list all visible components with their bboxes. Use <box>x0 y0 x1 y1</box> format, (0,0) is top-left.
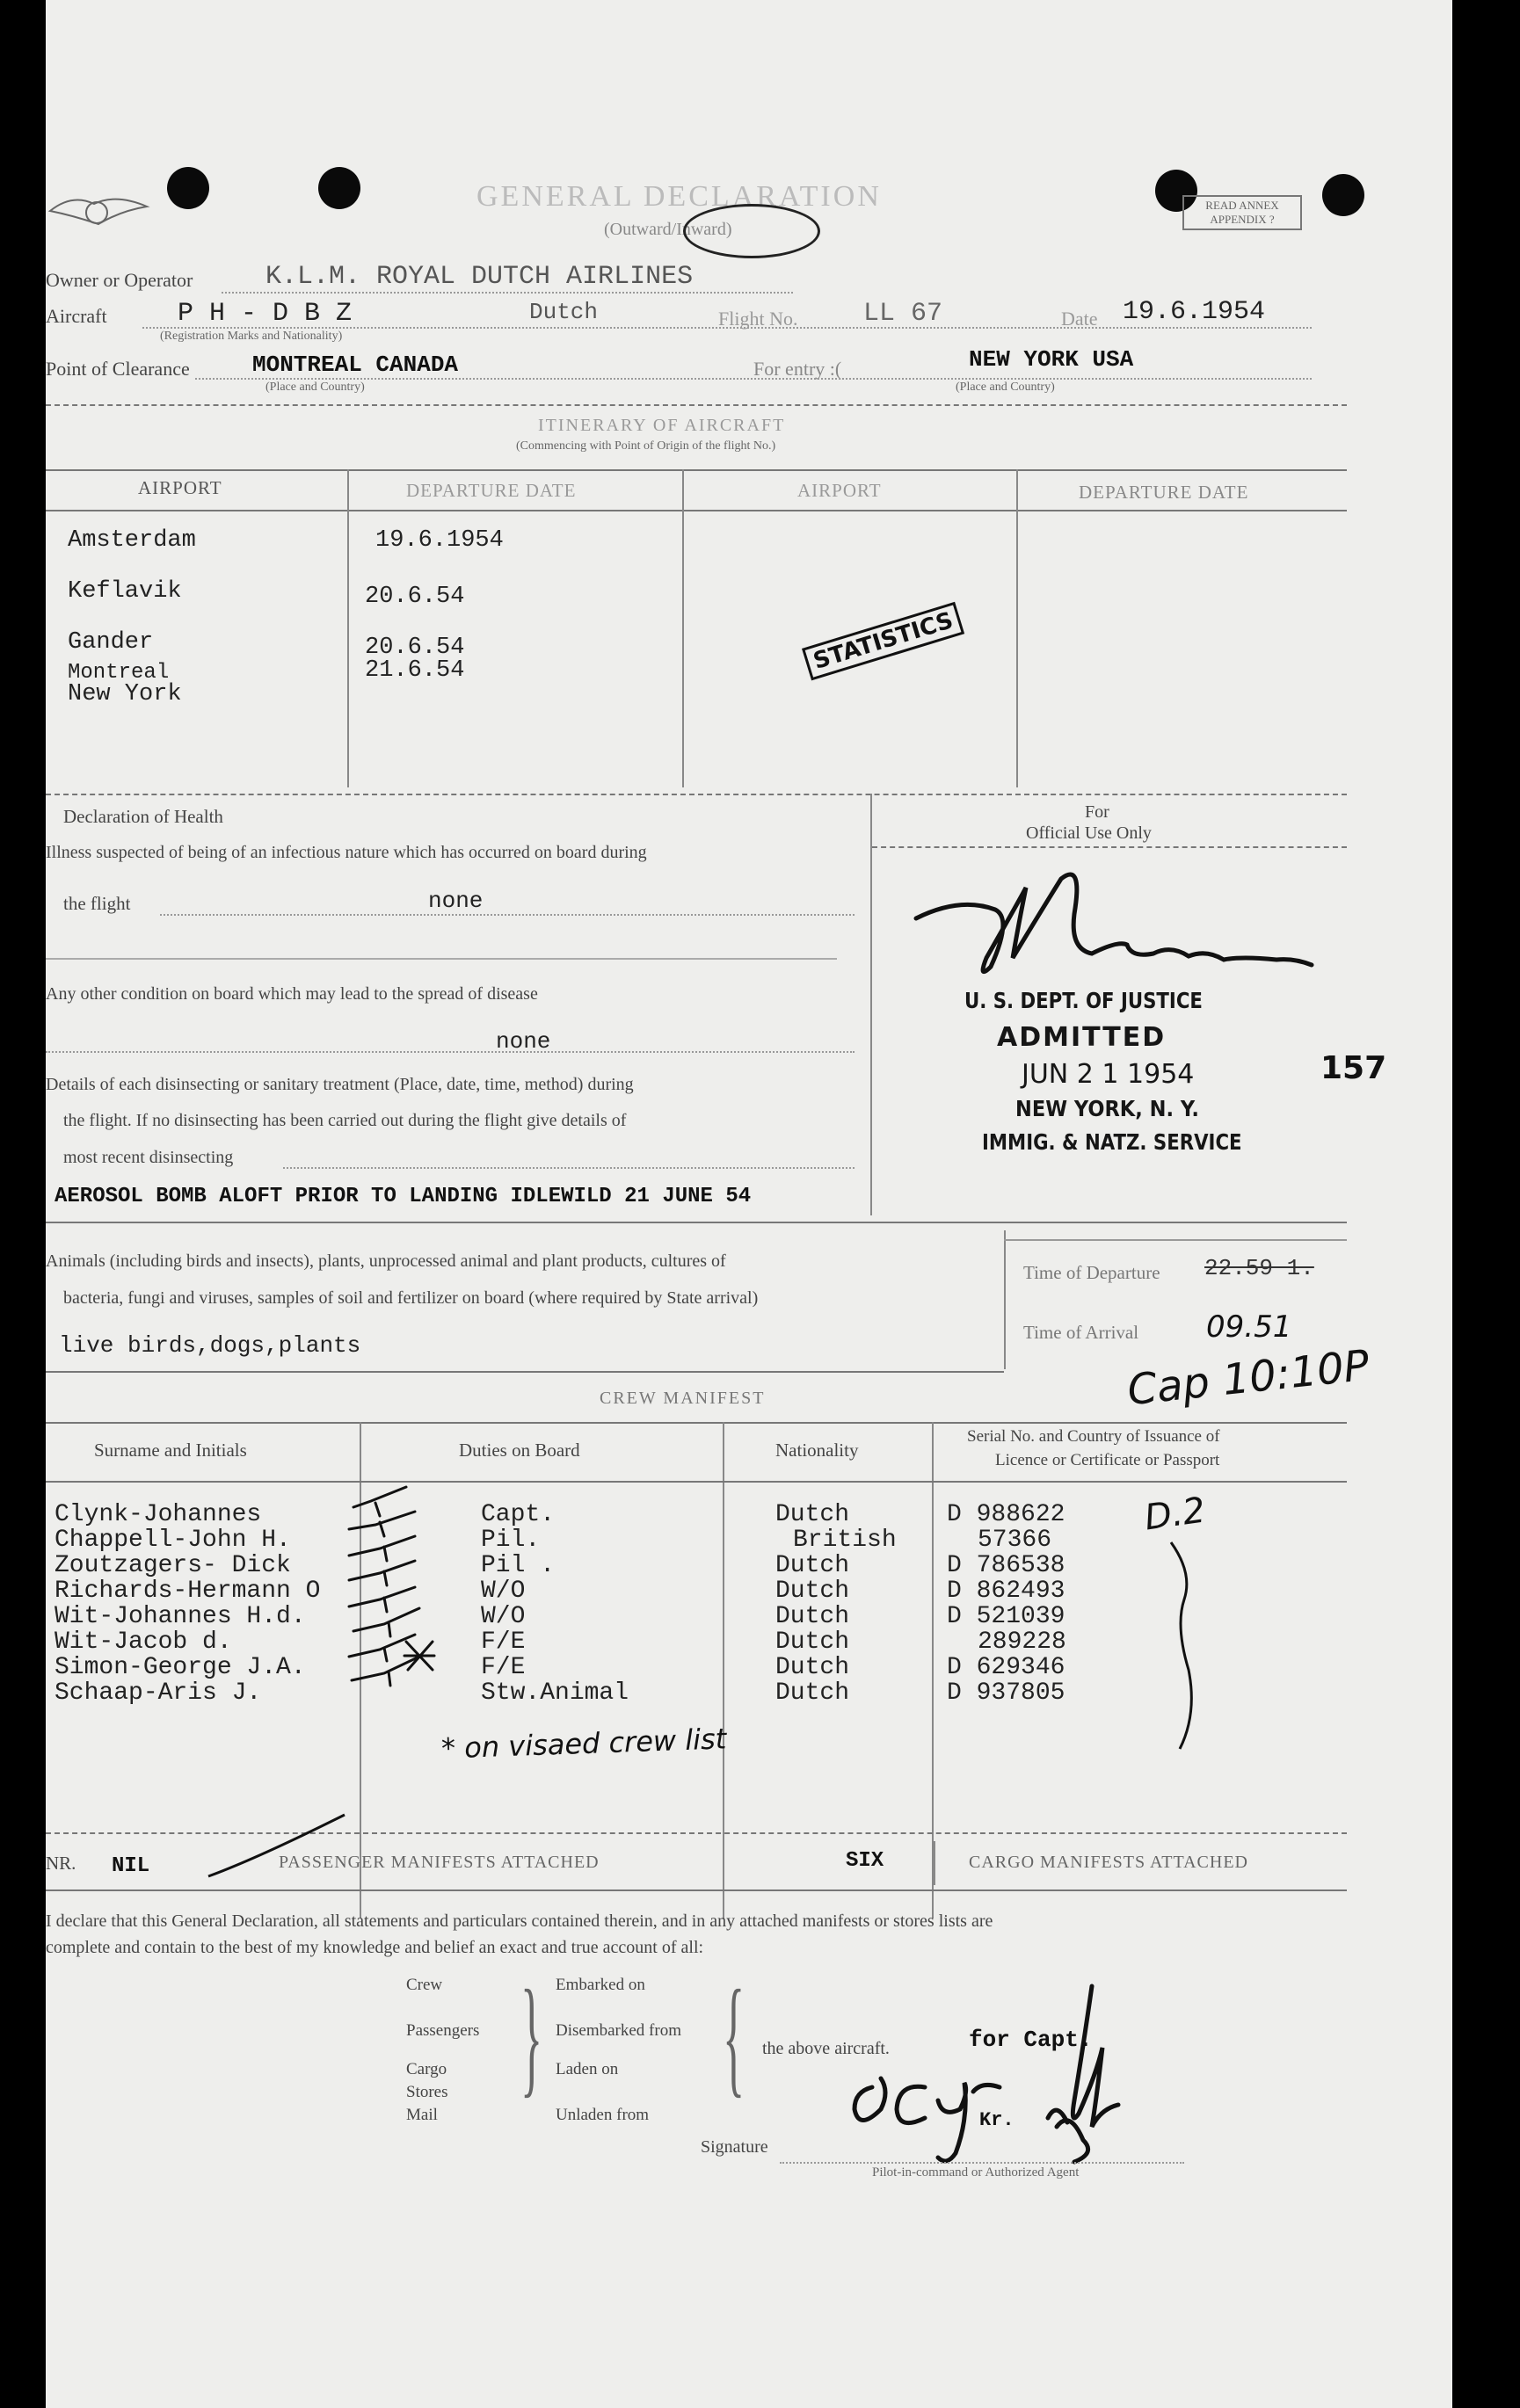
declaration-item: Passengers <box>406 2021 480 2040</box>
crew-serial: D 988622 <box>947 1501 1065 1528</box>
crew-serial: D 937805 <box>947 1679 1065 1707</box>
itinerary-airport: New York <box>68 681 182 707</box>
crew-nationality: Dutch <box>775 1628 850 1656</box>
aircraft-label: Aircraft <box>46 305 107 327</box>
declaration-line-2: complete and contain to the best of my knowledge and belief an exact and true account of all: <box>46 1938 704 1957</box>
crew-serial: D 786538 <box>947 1552 1065 1579</box>
stamp-admitted: ADMITTED <box>997 1022 1167 1053</box>
official-number: 157 <box>1320 1050 1387 1086</box>
punch-hole <box>1322 174 1364 216</box>
itinerary-title: ITINERARY OF AIRCRAFT <box>538 416 786 435</box>
entry-value: NEW YORK USA <box>969 346 1134 373</box>
crew-col-serial-2: Licence or Certificate or Passport <box>995 1451 1220 1469</box>
health-a1: none <box>428 888 484 914</box>
flight-no-label: Flight No. <box>718 308 798 330</box>
crew-nationality: Dutch <box>775 1501 850 1528</box>
declaration-action: Laden on <box>556 2060 619 2078</box>
declaration-aircraft-text: the above aircraft. <box>762 2039 890 2058</box>
crew-nationality: Dutch <box>775 1679 850 1707</box>
cargo-manifest-value: SIX <box>846 1849 884 1873</box>
crew-duty: Pil . <box>481 1552 556 1579</box>
crew-duty: Capt. <box>481 1501 556 1528</box>
cargo-manifest-label: CARGO MANIFESTS ATTACHED <box>969 1853 1248 1872</box>
signer-initial: Kr. <box>979 2109 1015 2131</box>
signature-label: Signature <box>701 2137 768 2157</box>
itinerary-col-airport: AIRPORT <box>138 477 222 498</box>
health-q3c: most recent disinsecting <box>63 1148 234 1167</box>
captain-signature <box>793 1977 1162 2171</box>
clearance-value: MONTREAL CANADA <box>252 352 459 378</box>
crew-name: Richards-Hermann O <box>55 1578 321 1605</box>
crew-serial: 289228 <box>978 1628 1066 1656</box>
declaration-action: Embarked on <box>556 1976 645 1994</box>
page-subtitle: (Outward/Inward) <box>604 220 732 239</box>
health-q3: Details of each disinsecting or sanitary treatment (Place, date, time, method) during <box>46 1075 634 1094</box>
crew-margin-note: D.2 <box>1142 1490 1208 1539</box>
stamp-city: NEW YORK, N. Y. <box>1015 1096 1199 1121</box>
animals-value: live birds,dogs,plants <box>59 1332 361 1359</box>
crew-duty: Pil. <box>481 1527 541 1554</box>
crew-serial: 57366 <box>978 1527 1052 1554</box>
crew-title: CREW MANIFEST <box>600 1389 766 1408</box>
health-q3b: the flight. If no disinsecting has been carried out during the flight give details of <box>63 1111 627 1130</box>
health-title: Declaration of Health <box>63 806 223 827</box>
arrival-time-label: Time of Arrival <box>1023 1322 1139 1343</box>
itinerary-airport: Keflavik <box>68 578 182 605</box>
owner-value: K.L.M. ROYAL DUTCH AIRLINES <box>265 262 694 292</box>
crew-col-name: Surname and Initials <box>94 1440 247 1461</box>
crew-nationality: Dutch <box>775 1654 850 1681</box>
health-q2: Any other condition on board which may lead to the spread of disease <box>46 984 538 1004</box>
nationality-value: Dutch <box>529 299 599 325</box>
health-a2: none <box>496 1028 551 1055</box>
itinerary-date: 20.6.54 <box>365 584 465 610</box>
crew-duty: W/O <box>481 1603 526 1630</box>
crew-name: Zoutzagers- Dick <box>55 1552 291 1579</box>
entry-label: For entry :( <box>753 358 842 380</box>
animals-text-1: Animals (including birds and insects), plants, unprocessed animal and plant products, cultures of <box>46 1251 726 1271</box>
itinerary-airport: Gander <box>68 629 154 656</box>
crew-col-duty: Duties on Board <box>459 1440 580 1461</box>
declaration-line-1: I declare that this General Declaration, all statements and particulars contained therein, and in any attached manifests or stores lists are <box>46 1911 993 1931</box>
declaration-item: Crew <box>406 1976 443 1994</box>
itinerary-date: 19.6.1954 <box>375 527 504 554</box>
passenger-manifest-label: PASSENGER MANIFESTS ATTACHED <box>279 1853 600 1872</box>
crew-duty: Stw.Animal <box>481 1679 629 1707</box>
crew-check-marks <box>336 1476 494 1714</box>
passenger-manifest-value: NIL <box>112 1854 150 1878</box>
for-capt: for Capt. <box>969 2027 1093 2053</box>
date-label: Date <box>1061 308 1098 330</box>
itinerary-col-departure: DEPARTURE DATE <box>406 480 577 501</box>
declaration-action: Unladen from <box>556 2106 650 2124</box>
flight-no-value: LL 67 <box>863 299 943 329</box>
crew-duty: F/E <box>481 1628 526 1656</box>
declaration-sheet <box>46 0 1452 2408</box>
punch-hole <box>318 167 360 209</box>
arrival-correction-note: Cap 10:10P <box>1124 1340 1372 1416</box>
animals-text-2: bacteria, fungi and viruses, samples of soil and fertilizer on board (where required by State arrival) <box>63 1288 759 1308</box>
crew-duty: F/E <box>481 1654 526 1681</box>
date-value: 19.6.1954 <box>1123 297 1266 327</box>
signature-note: Pilot-in-command or Authorized Agent <box>872 2165 1080 2180</box>
crew-name: Clynk-Johannes <box>55 1501 262 1528</box>
official-title: For <box>1085 802 1109 822</box>
stamp-service: IMMIG. & NATZ. SERVICE <box>982 1129 1242 1155</box>
winged-logo-icon <box>46 176 151 246</box>
declaration-item: Stores <box>406 2083 448 2101</box>
crew-nationality: British <box>793 1527 897 1554</box>
page-title: GENERAL DECLARATION <box>476 180 882 213</box>
brace-mark: } <box>520 1963 543 2109</box>
crew-bracket-mark <box>1153 1538 1224 1758</box>
corner-note: READ ANNEX APPENDIX ? <box>1182 195 1302 230</box>
itinerary-subtitle: (Commencing with Point of Origin of the flight No.) <box>516 439 776 453</box>
crew-name: Wit-Jacob d. <box>55 1628 232 1656</box>
departure-time-label: Time of Departure <box>1023 1262 1160 1283</box>
crew-name: Wit-Johannes H.d. <box>55 1603 306 1630</box>
subtitle-circle <box>683 204 820 258</box>
manifest-nr-label: NR. <box>46 1853 76 1874</box>
declaration-item: Cargo <box>406 2060 447 2078</box>
arrival-time-value: 09.51 <box>1206 1309 1292 1345</box>
owner-label: Owner or Operator <box>46 269 193 291</box>
aircraft-value: P H - D B Z <box>178 299 353 329</box>
crew-nationality: Dutch <box>775 1552 850 1579</box>
crew-serial: D 521039 <box>947 1603 1065 1630</box>
crew-name: Simon-George J.A. <box>55 1654 306 1681</box>
itinerary-date: 20.6.54 <box>365 635 465 661</box>
departure-time-value: 22.59 1. <box>1204 1255 1314 1281</box>
visa-note: * on visaed crew list <box>440 1722 727 1766</box>
stamp-dept: U. S. DEPT. OF JUSTICE <box>964 988 1203 1013</box>
crew-duty: W/O <box>481 1578 526 1605</box>
crew-nationality: Dutch <box>775 1578 850 1605</box>
itinerary-col-departure-2: DEPARTURE DATE <box>1079 482 1249 503</box>
itinerary-airport: Amsterdam <box>68 527 196 554</box>
crew-nationality: Dutch <box>775 1603 850 1630</box>
aircraft-note: (Registration Marks and Nationality) <box>160 330 343 343</box>
stamp-date: JUN 2 1 1954 <box>1022 1059 1195 1090</box>
official-signature <box>907 861 1329 993</box>
itinerary-col-airport-2: AIRPORT <box>797 480 882 501</box>
entry-note: (Place and Country) <box>956 381 1055 394</box>
official-subtitle: Official Use Only <box>1026 823 1152 843</box>
clearance-label: Point of Clearance <box>46 358 190 380</box>
brace-mark-2: { <box>723 1963 745 2109</box>
crew-serial: D 862493 <box>947 1578 1065 1605</box>
declaration-item: Mail <box>406 2106 438 2124</box>
punch-hole <box>167 167 209 209</box>
crew-col-nationality: Nationality <box>775 1440 859 1461</box>
crew-name: Chappell-John H. <box>55 1527 291 1554</box>
crew-name: Schaap-Aris J. <box>55 1679 262 1707</box>
itinerary-airport: Montreal <box>68 661 170 685</box>
itinerary-date: 21.6.54 <box>365 657 465 684</box>
crew-col-serial-1: Serial No. and Country of Issuance of <box>967 1427 1220 1446</box>
health-q1b: the flight <box>63 893 131 914</box>
health-q1: Illness suspected of being of an infectious nature which has occurred on board during <box>46 843 647 862</box>
statistics-stamp: STATISTICS <box>802 602 965 681</box>
clearance-note: (Place and Country) <box>265 381 365 394</box>
declaration-action: Disembarked from <box>556 2021 681 2040</box>
crew-serial: D 629346 <box>947 1654 1065 1681</box>
health-a3: AEROSOL BOMB ALOFT PRIOR TO LANDING IDLEWILD 21 JUNE 54 <box>55 1185 752 1208</box>
